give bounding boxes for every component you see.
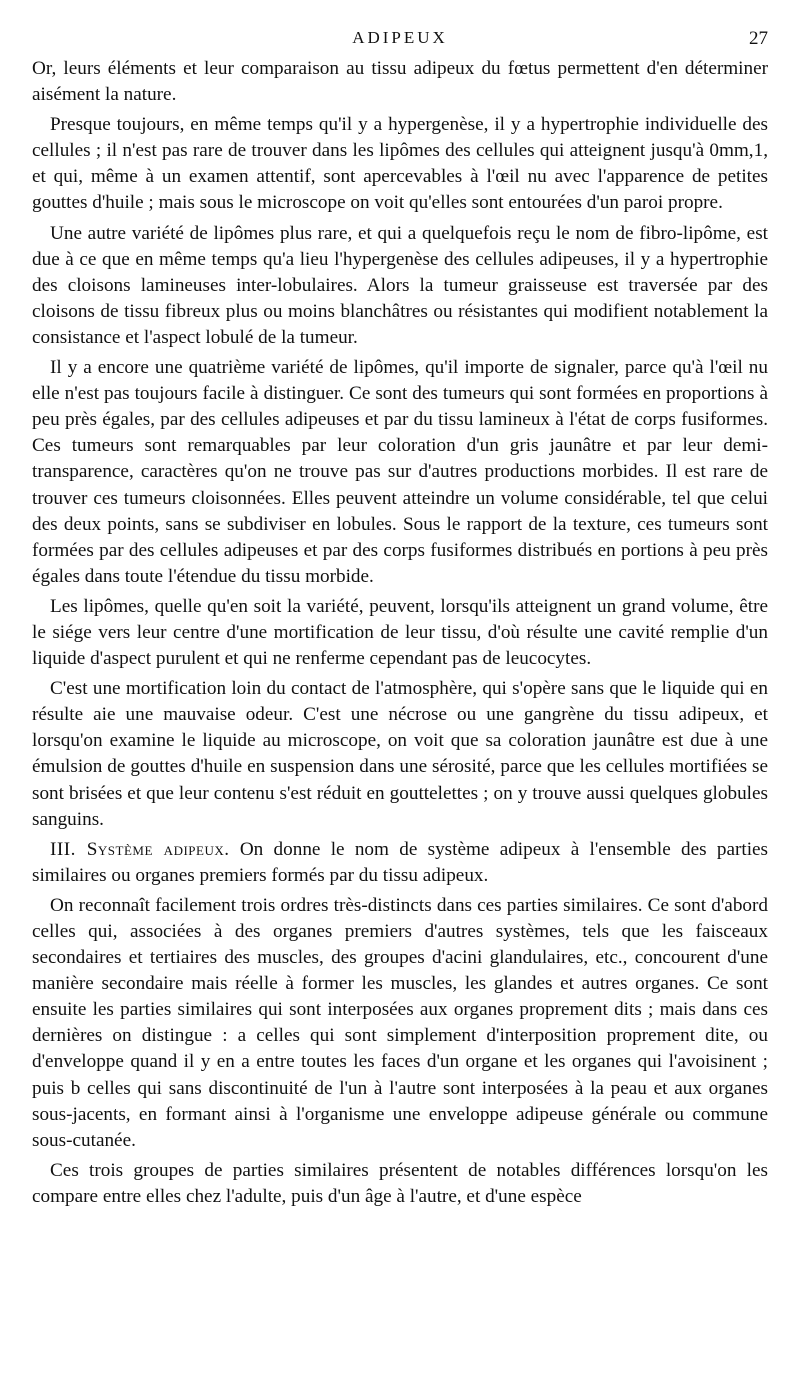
section-heading: III. Système adipeux.	[50, 838, 230, 860]
paragraph-5: Les lipômes, quelle qu'en soit la variété, peuvent, lorsqu'ils atteignent un grand volume, être le siége vers leur centre d'une mortification de leur tissu, d'où résulte une cavité remplie d'un liquide d'aspect purulent et qui ne renferme cependant pas de leucocytes.	[32, 595, 768, 670]
paragraph-7-text: On donne le nom de système adipeux à l'ensemble des parties similaires ou organes premiers formés par du tissu adipeux.	[32, 838, 769, 886]
paragraph-6: C'est une mortification loin du contact de l'atmosphère, qui s'opère sans que le liquide qui en résulte aie une mauvaise odeur. C'est une nécrose ou une gangrène du tissu adipeux, et lorsqu'on examine le liquide au microscope, on voit que sa coloration jaunâtre est due à une émulsion de gouttes d'huile en suspension dans une sérosité, parce que les cellules mortifiées se sont brisées et que leur contenu s'est réduit en gouttelettes ; on y trouve aussi quelques globules sanguins.	[32, 678, 768, 830]
book-page	[32, 28, 768, 1210]
page-number: 27	[749, 28, 768, 49]
paragraph-3: Une autre variété de lipômes plus rare, et qui a quelquefois reçu le nom de fibro-lipôme, est due à ce que en même temps qu'a lieu l'hypergenèse des cellules adipeuses, il y a hypertrophie des cloisons lamineuses inter-lobulaires. Alors la tumeur graisseuse est traversée par des cloisons de tissu fibreux plus ou moins blanchâtres ou résistantes qui modifient notablement la consistance et l'aspect lobulé de la tumeur.	[32, 222, 768, 348]
paragraph-2: Presque toujours, en même temps qu'il y a hypergenèse, il y a hypertrophie individuelle des cellules ; il n'est pas rare de trouver dans les lipômes des cellules qui atteignent jusqu'à 0mm,1, et qui, même à un examen attentif, sont apercevables à l'œil nu avec l'apparence de petites gouttes d'huile ; mais sous le microscope on voit qu'elles sont entourées d'un paroi propre.	[32, 114, 768, 214]
running-header	[32, 28, 768, 56]
paragraph-7	[32, 837, 768, 889]
body-text	[32, 56, 768, 1210]
paragraph-9: Ces trois groupes de parties similaires présentent de notables différences lorsqu'on les compare entre elles chez l'adulte, puis d'un âge à l'autre, et d'une espèce	[32, 1159, 768, 1207]
paragraph-4: Il y a encore une quatrième variété de lipômes, qu'il importe de signaler, parce qu'à l'œil nu elle n'est pas toujours facile à distinguer. Ce sont des tumeurs qui sont formées en proportions à peu près égales, par des cellules adipeuses et par du tissu lamineux à l'état de corps fusiformes. Ces tumeurs sont remarquables par leur coloration d'un gris jaunâtre et par leur demi-transparence, caractères qu'on ne trouve pas sur d'autres productions morbides. Il est rare de trouver ces tumeurs cloisonnées. Elles peuvent atteindre un volume considérable, tel que celui des deux points, sans se subdiviser en lobules. Sous le rapport de la texture, ces tumeurs sont formées par des cellules adipeuses et par des corps fusiformes distribués en portions à peu près égales dans toute l'étendue du tissu morbide.	[32, 357, 768, 587]
running-title: ADIPEUX	[352, 28, 448, 47]
paragraph-8: On reconnaît facilement trois ordres très-distincts dans ces parties similaires. Ce sont d'abord celles qui, associées à des organes premiers d'autres systèmes, tels que les faisceaux secondaires et tertiaires des muscles, des groupes d'acini glandulaires, etc., concourent d'une manière secondaire mais réelle à former les muscles, les glandes et autres organes. Ce sont ensuite les parties similaires qui sont interposées aux organes proprement dits ; mais dans ces dernières on distingue : a celles qui sont simplement d'interposition proprement dite, ou d'enveloppe quand il y en a entre toutes les faces d'un organe et les organes qui l'avoisinent ; puis b celles qui sans discontinuité de l'un à l'autre sont interposées à la peau et aux organes sous-jacents, en formant ainsi à l'organisme une enveloppe adipeuse générale ou commune sous-cutanée.	[32, 894, 768, 1151]
paragraph-1: Or, leurs éléments et leur comparaison au tissu adipeux du fœtus permettent d'en déterminer aisément la nature.	[32, 58, 768, 106]
